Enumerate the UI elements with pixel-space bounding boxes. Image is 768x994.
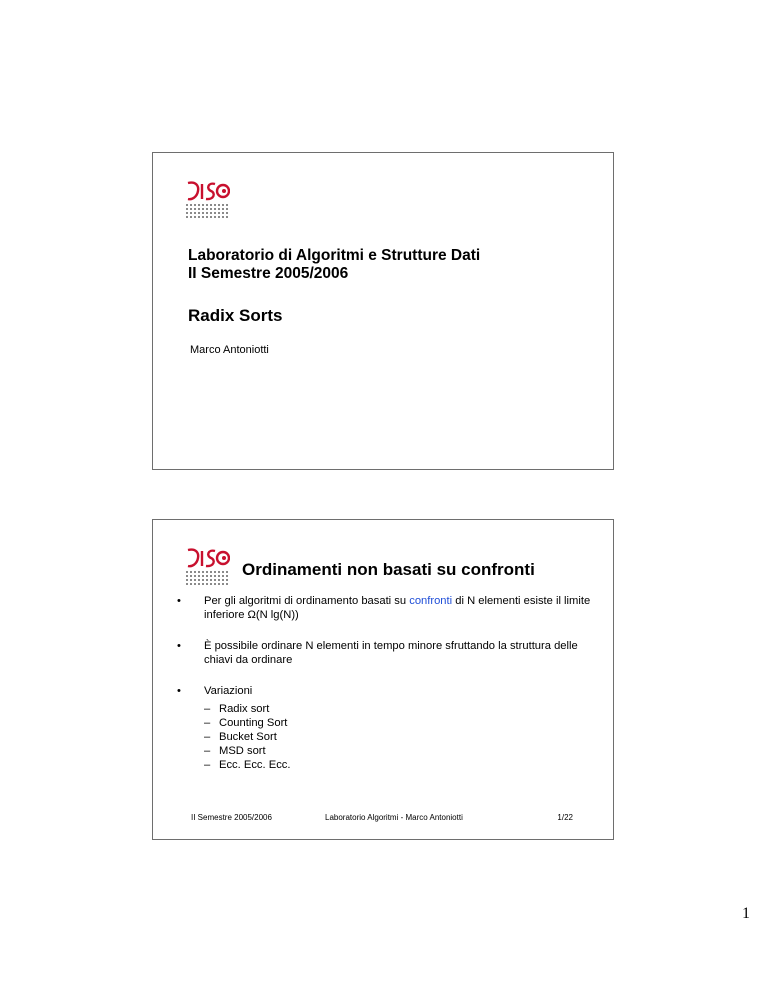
slide-subtitle: Radix Sorts [188, 306, 283, 325]
dash-icon: – [204, 703, 211, 715]
bullet-list [177, 594, 597, 789]
list-item: – MSD sort [204, 745, 266, 757]
title-line-1: Laboratorio di Algoritmi e Strutture Dati [188, 247, 481, 264]
slide-heading: Ordinamenti non basati su confronti [242, 560, 535, 579]
title-line-2: II Semestre 2005/2006 [188, 265, 349, 282]
dash-icon: – [204, 759, 211, 771]
footer-course: Laboratorio Algoritmi - Marco Antoniotti [325, 813, 463, 822]
disco-logo-icon [186, 547, 230, 585]
dash-icon: – [204, 717, 211, 729]
bullet-item: • È possibile ordinare N elementi in tempo minore sfruttando la struttura delle chiavi da ordinare [177, 640, 578, 666]
disco-logo-icon [186, 180, 230, 218]
bullet-dot-icon: • [177, 595, 181, 607]
variations-list [204, 702, 597, 772]
author-name: Marco Antoniotti [190, 344, 269, 356]
list-item: – Ecc. Ecc. Ecc. [204, 759, 291, 771]
footer-semester: II Semestre 2005/2006 [191, 813, 272, 822]
footer-slide-number: 1/22 [557, 813, 573, 822]
dash-icon: – [204, 731, 211, 743]
title-slide [152, 152, 614, 470]
highlighted-term: confronti [409, 595, 453, 607]
list-item: – Counting Sort [204, 717, 288, 729]
list-item: – Bucket Sort [204, 731, 277, 743]
page-number: 1 [742, 905, 750, 922]
slide-title [188, 247, 480, 283]
bullet-item: • Per gli algoritmi di ordinamento basati su confronti di N elementi esiste il limite inferiore Ω(N lg(N)) [177, 595, 591, 621]
content-slide [152, 519, 614, 840]
list-item: – Radix sort [204, 703, 270, 715]
bullet-dot-icon: • [177, 685, 181, 697]
bullet-item: • Variazioni – Radix sort – Counting Sort – Bucket Sort – MSD sort – Ecc. Ecc. Ecc. [177, 684, 597, 772]
bullet-dot-icon: • [177, 640, 181, 652]
dash-icon: – [204, 745, 211, 757]
